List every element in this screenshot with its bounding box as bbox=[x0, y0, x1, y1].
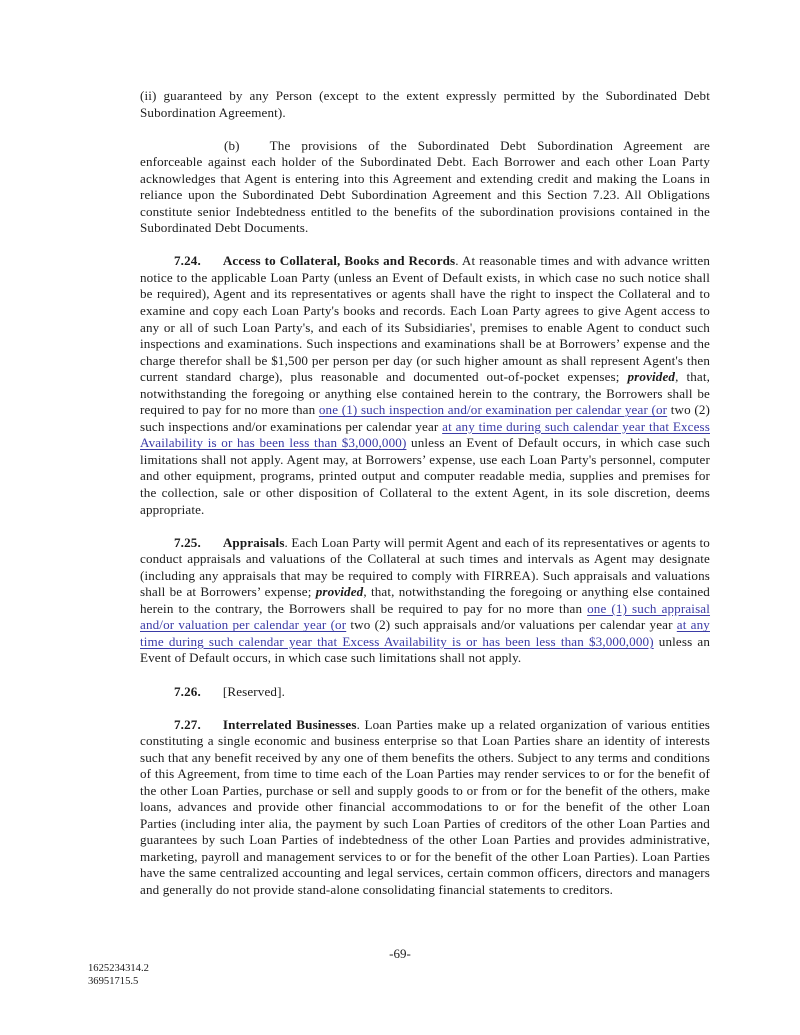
section-number-7-27: 7.27. bbox=[174, 716, 201, 732]
paragraph-clause-b bbox=[140, 138, 710, 237]
section-heading-access-to-collateral: Access to Collateral, Books and Records bbox=[222, 253, 456, 269]
clause-marker-b: (b) bbox=[224, 137, 240, 153]
section-7-26 bbox=[140, 684, 710, 701]
document-id-footer bbox=[88, 963, 149, 988]
section-7-25 bbox=[140, 535, 710, 667]
section-number-7-25: 7.25. bbox=[174, 534, 201, 550]
document-id-primary: 1625234314.2 bbox=[88, 963, 149, 974]
section-7-27 bbox=[140, 717, 710, 899]
section-body-part-3: two (2) such inspections and/or examinations per calendar year bbox=[140, 402, 710, 434]
section-body-part-4: unless an Event of Default occurs, in which case such limitations shall not apply. Agent may, at Borrowers’ expense, use each Loan Party's personnel, computer and other equipment, programs, printed output and computer readable media, supplies and premises for the collection, sale or other disposition of Collateral to the extent Agent, in its sole discretion, deems appropriate. bbox=[140, 435, 710, 517]
section-number-7-26: 7.26. bbox=[174, 683, 201, 699]
section-body-part-3: two (2) such appraisals and/or valuations per calendar year bbox=[346, 617, 677, 633]
paragraph-text: The provisions of the Subordinated Debt Subordination Agreement are enforceable against each holder of the Subordinated Debt. Each Borrower and each other Loan Party acknowledges that Agent is entering into this Agreement and extending credit and making the Loans in reliance upon the Subordinated Debt Subordination Agreement and this Section 7.23. All Obligations constitute senior Indebtedness entitled to the benefits of the subordination provisions contained in the Subordinated Debt Documents. bbox=[140, 137, 710, 236]
redline-insertion-excess-availability-inspections: at any time during such calendar year that Excess Availability is or has been less than $3,000,000) bbox=[140, 418, 710, 451]
redline-insertion-excess-availability-appraisals: at any time during such calendar year that Excess Availability is or has been less than $3,000,000) bbox=[140, 617, 710, 649]
section-heading-appraisals: Appraisals bbox=[222, 534, 285, 550]
section-body: . Loan Parties make up a related organization of various entities constituting a single economic and business enterprise so that Loan Parties share an identity of interests such that any benefit received by any one of them benefits the others. Subject to any terms and conditions of this Agreement, from time to time each of the Loan Parties may render services to or for the benefit of the other Loan Parties, purchase or sell and supply goods to or from or for the benefit of the others, make loans, advances and provide other financial accommodations to or for the benefit of the other Loan Parties (including inter alia, the payment by such Loan Parties of creditors of the other Loan Parties and guarantees by such Loan Parties of indebtedness of the other Loan Parties and provides administrative, marketing, payroll and management services to or for the benefit of the other Loan Parties). Loan Parties have the same centralized accounting and legal services, certain common officers, directors and managers and generally do not provide stand-alone consolidating financial statements to creditors. bbox=[140, 716, 710, 898]
paragraph-subordination-clause-ii bbox=[140, 88, 710, 121]
section-number-7-24: 7.24. bbox=[174, 253, 201, 269]
page-body-text bbox=[140, 88, 710, 899]
redline-insertion-appraisal-limit: one (1) such appraisal and/or valuation per calendar year (or bbox=[140, 600, 711, 633]
section-body-part-1: . Each Loan Party will permit Agent and each of its representatives or agents to conduct appraisals and valuations of the Collateral at such times and intervals as Agent may designate (including any appraisals that may be required to comply with FIRREA). Such appraisals and valuations shall be at Borrowers’ expense; bbox=[140, 534, 710, 600]
redline-insertion-inspection-limit: one (1) such inspection and/or examination per calendar year (or bbox=[318, 402, 668, 418]
section-body-part-2: , that, notwithstanding the foregoing or anything else contained herein to the contrary, the Borrowers shall be required to pay for no more than bbox=[140, 369, 711, 418]
section-heading-reserved: [Reserved]. bbox=[222, 683, 285, 699]
provided-emphasis: provided bbox=[315, 584, 364, 600]
section-body-part-4: unless an Event of Default occurs, in which case such limitations shall not apply. bbox=[140, 633, 710, 666]
document-id-secondary: 36951715.5 bbox=[88, 975, 139, 987]
section-heading-interrelated-businesses: Interrelated Businesses bbox=[222, 716, 357, 732]
provided-emphasis: provided bbox=[627, 369, 676, 385]
paragraph-text: (ii) guaranteed by any Person (except to the extent expressly permitted by the Subordinated Debt Subordination Agreement). bbox=[140, 88, 710, 120]
page-number: -69- bbox=[389, 946, 411, 961]
section-7-24 bbox=[140, 253, 710, 518]
section-body-part-2: , that, notwithstanding the foregoing or anything else contained herein to the contrary, the Borrowers shall be required to pay for no more than bbox=[140, 584, 710, 616]
section-body-part-1: . At reasonable times and with advance written notice to the applicable Loan Party (unless an Event of Default exists, in which case no such notice shall be required), Agent and its representatives or agents shall have the right to inspect the Collateral and to examine and copy each Loan Party's books and records. Each Loan Party agrees to give Agent access to any or all of such Loan Party's, and each of its Subsidiaries', premises to enable Agent to conduct such inspections and examinations. Such inspections and examinations shall be at Borrowers’ expense and the charge therefor shall be $1,500 per person per day (or such higher amount as shall represent Agent's then current standard charge), plus reasonable and documented out-of-pocket expenses; bbox=[140, 253, 710, 385]
